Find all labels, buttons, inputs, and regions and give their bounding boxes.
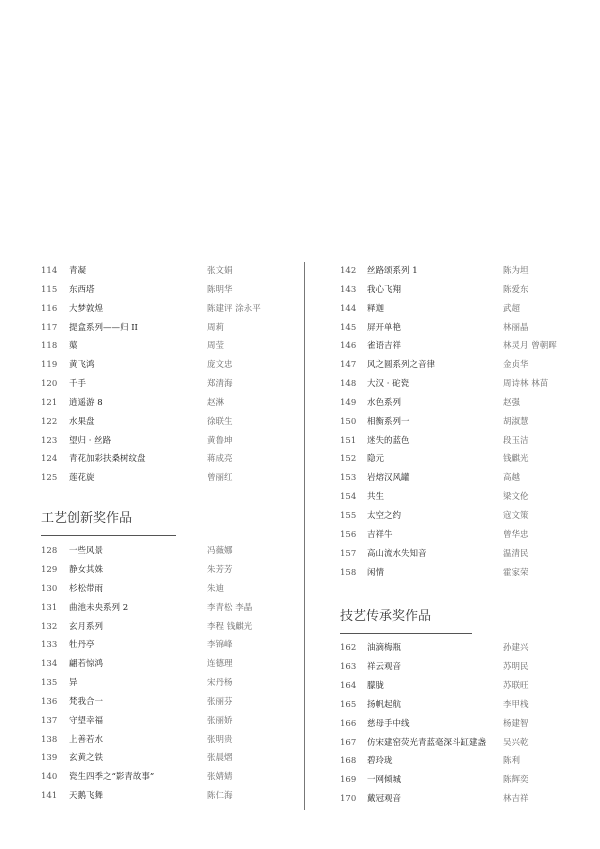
list-item: [41, 262, 291, 281]
item-number: 164: [340, 681, 357, 692]
item-number: 165: [340, 699, 357, 710]
item-title: 杉松带雨: [69, 583, 104, 594]
item-title: 我心飞翔: [367, 284, 402, 295]
item-number: 157: [340, 548, 357, 559]
item-author: 张丽娇: [207, 715, 233, 726]
list-item: [340, 752, 575, 771]
item-author: 苏联旺: [503, 681, 529, 692]
item-author: 林灵月 曾朝晖: [503, 341, 557, 352]
item-number: 115: [41, 284, 58, 295]
list-item: [41, 432, 291, 451]
item-author: 庞文忠: [207, 360, 233, 371]
item-number: 142: [340, 266, 357, 276]
item-number: 122: [41, 416, 58, 427]
list-item: [41, 618, 291, 637]
item-title: 仿宋建窑荧光青蓝毫深斗缸建盏: [367, 737, 487, 748]
works-list-left-1: [41, 262, 291, 488]
item-title: 静女其姝: [69, 564, 104, 575]
list-item: [340, 677, 575, 696]
item-author: 李程 钱麒光: [207, 621, 253, 632]
item-title: 莲花旋: [69, 473, 95, 484]
item-author: 陈为坦: [503, 266, 529, 276]
item-author: 周诗林 林苗: [503, 379, 549, 390]
item-title: 雀语吉祥: [367, 341, 402, 352]
list-item: [41, 749, 291, 768]
list-item: [340, 432, 575, 451]
item-author: 周莹: [207, 341, 225, 352]
item-title: 高山流水失知音: [367, 548, 427, 559]
item-title: 东西塔: [69, 284, 95, 295]
section-title-craft-innovation: 工艺创新奖作品: [41, 511, 133, 527]
item-title: 望归 · 丝路: [69, 435, 112, 446]
item-number: 167: [340, 737, 357, 748]
item-author: 宋丹杨: [207, 678, 233, 689]
item-title: 油滴梅瓶: [367, 643, 402, 654]
list-item: [41, 356, 291, 375]
item-number: 134: [41, 659, 58, 670]
item-title: 提盒系列——归 II: [69, 322, 138, 333]
item-number: 153: [340, 473, 357, 484]
item-number: 170: [340, 794, 357, 805]
item-number: 150: [340, 416, 357, 427]
item-author: 张婧婧: [207, 772, 233, 783]
item-author: 黄鲁坤: [207, 435, 233, 446]
item-number: 166: [340, 718, 357, 729]
list-item: [41, 712, 291, 731]
item-author: 胡淑慧: [503, 416, 529, 427]
item-number: 152: [340, 454, 357, 465]
item-title: 千手: [69, 379, 87, 390]
item-title: 一些风景: [69, 546, 104, 557]
item-title: 一网倾城: [367, 775, 402, 786]
item-number: 155: [340, 510, 357, 521]
item-number: 139: [41, 753, 58, 764]
item-title: 相衡系列一: [367, 416, 410, 427]
item-author: 李甲栈: [503, 699, 529, 710]
item-number: 116: [41, 303, 58, 314]
item-number: 123: [41, 435, 58, 446]
item-title: 戴冠观音: [367, 794, 402, 805]
item-title: 祥云观音: [367, 662, 402, 673]
list-item: [340, 696, 575, 715]
item-number: 158: [340, 567, 357, 578]
item-number: 140: [41, 772, 58, 783]
item-number: 120: [41, 379, 58, 390]
item-number: 125: [41, 473, 58, 484]
item-number: 168: [340, 756, 357, 767]
section-underline: [340, 633, 472, 634]
list-item: [340, 469, 575, 488]
item-title: 共生: [367, 492, 385, 503]
item-author: 霍家荣: [503, 567, 529, 578]
item-number: 135: [41, 678, 58, 689]
item-author: 钱麒光: [503, 454, 529, 465]
item-author: 蒋成亮: [207, 454, 233, 465]
list-item: [340, 319, 575, 338]
list-item: [340, 450, 575, 469]
item-number: 124: [41, 454, 58, 465]
item-author: 金贞华: [503, 360, 529, 371]
right-column: [340, 262, 575, 809]
item-number: 129: [41, 564, 58, 575]
list-item: [41, 580, 291, 599]
item-author: 郑清海: [207, 379, 233, 390]
item-author: 李锦峰: [207, 640, 233, 651]
item-number: 136: [41, 696, 58, 707]
item-author: 杨建智: [503, 718, 529, 729]
list-item: [41, 599, 291, 618]
item-author: 陈建评 涂永平: [207, 303, 261, 314]
item-title: 隐元: [367, 454, 385, 465]
item-title: 上善若水: [69, 734, 104, 745]
item-title: 梵我合一: [69, 696, 104, 707]
item-author: 张晨熠: [207, 753, 233, 764]
item-author: 朱迪: [207, 583, 225, 594]
list-item: [41, 281, 291, 300]
item-title: 牡丹亭: [69, 640, 95, 651]
item-author: 赵强: [503, 397, 521, 408]
item-title: 玄月系列: [69, 621, 104, 632]
item-title: 天鹅飞舞: [69, 791, 104, 802]
item-number: 154: [340, 492, 357, 503]
item-title: 风之圆系列之音律: [367, 360, 436, 371]
item-title: 翩若惊鸿: [69, 659, 104, 670]
item-number: 138: [41, 734, 58, 745]
item-title: 逍遥游 8: [69, 397, 103, 408]
item-title: 蕖: [69, 341, 78, 352]
list-item: [41, 375, 291, 394]
list-item: [340, 658, 575, 677]
item-number: 148: [340, 379, 357, 390]
list-item: [340, 300, 575, 319]
item-number: 169: [340, 775, 357, 786]
list-item: [340, 526, 575, 545]
item-author: 吴兴乾: [503, 737, 529, 748]
item-number: 144: [340, 303, 357, 314]
list-item: [340, 545, 575, 564]
item-author: 林丽晶: [503, 322, 529, 333]
item-number: 147: [340, 360, 357, 371]
left-column: [41, 262, 291, 806]
item-number: 162: [340, 643, 357, 654]
item-title: 大梦敦煌: [69, 303, 104, 314]
list-item: [340, 375, 575, 394]
item-author: 段玉洁: [503, 435, 529, 446]
list-item: [41, 337, 291, 356]
item-title: 青花加彩扶桑树纹盘: [69, 454, 146, 465]
item-author: 孙建兴: [503, 643, 529, 654]
item-number: 121: [41, 397, 58, 408]
item-number: 151: [340, 435, 357, 446]
list-item: [340, 356, 575, 375]
list-item: [41, 469, 291, 488]
list-item: [340, 790, 575, 809]
list-item: [340, 564, 575, 583]
item-author: 张文娟: [207, 266, 233, 276]
item-title: 水色系列: [367, 397, 402, 408]
item-title: 玄黄之铁: [69, 753, 104, 764]
item-author: 陈明华: [207, 284, 233, 295]
item-number: 143: [340, 284, 357, 295]
item-number: 137: [41, 715, 58, 726]
section-underline: [41, 535, 176, 536]
item-author: 连德理: [207, 659, 233, 670]
item-title: 丝路颂系列 1: [367, 266, 418, 276]
list-item: [340, 413, 575, 432]
list-item: [340, 281, 575, 300]
item-title: 吉祥牛: [367, 529, 393, 540]
item-author: 寇文策: [503, 510, 529, 521]
item-title: 黄飞鸿: [69, 360, 95, 371]
column-divider: [304, 262, 305, 810]
list-item: [41, 655, 291, 674]
list-item: [41, 319, 291, 338]
list-item: [41, 731, 291, 750]
works-list-right-1: [340, 262, 575, 582]
item-number: 133: [41, 640, 58, 651]
item-number: 149: [340, 397, 357, 408]
item-author: 张明贵: [207, 734, 233, 745]
item-number: 163: [340, 662, 357, 673]
list-item: [41, 542, 291, 561]
item-title: 岩熔汉风罐: [367, 473, 410, 484]
list-item: [340, 262, 575, 281]
item-title: 太空之约: [367, 510, 402, 521]
list-item: [340, 488, 575, 507]
item-title: 曲池未央系列 2: [69, 602, 129, 613]
item-number: 128: [41, 546, 58, 557]
item-number: 130: [41, 583, 58, 594]
item-title: 大汉 · 砣瓷: [367, 379, 410, 390]
list-item: [41, 768, 291, 787]
section-title-skill-heritage: 技艺传承奖作品: [340, 609, 432, 625]
list-item: [340, 337, 575, 356]
item-author: 陈爱东: [503, 284, 529, 295]
item-title: 青凝: [69, 266, 87, 276]
item-title: 水果盘: [69, 416, 95, 427]
list-item: [340, 715, 575, 734]
item-author: 陈利: [503, 756, 521, 767]
item-title: 异: [69, 678, 78, 689]
list-item: [340, 394, 575, 413]
item-author: 李青松 李晶: [207, 602, 253, 613]
item-author: 冯薇娜: [207, 546, 233, 557]
works-list-left-2: [41, 542, 291, 806]
item-title: 扬帆起航: [367, 699, 402, 710]
item-author: 苏明民: [503, 662, 529, 673]
item-author: 高越: [503, 473, 521, 484]
item-title: 碧玲珑: [367, 756, 393, 767]
list-item: [41, 636, 291, 655]
item-number: 118: [41, 341, 58, 352]
item-author: 林吉祥: [503, 794, 529, 805]
item-number: 117: [41, 322, 58, 333]
list-item: [340, 771, 575, 790]
item-author: 梁文伦: [503, 492, 529, 503]
item-title: 迷失的蓝色: [367, 435, 410, 446]
item-author: 温清民: [503, 548, 529, 559]
item-number: 141: [41, 791, 58, 802]
list-item: [41, 787, 291, 806]
item-title: 朦胧: [367, 681, 385, 692]
list-item: [41, 413, 291, 432]
item-author: 曾华忠: [503, 529, 529, 540]
item-author: 朱芳芳: [207, 564, 233, 575]
list-item: [340, 639, 575, 658]
list-item: [41, 300, 291, 319]
item-title: 闲情: [367, 567, 385, 578]
list-item: [340, 507, 575, 526]
list-item: [41, 450, 291, 469]
item-author: 陈仁海: [207, 791, 233, 802]
item-number: 156: [340, 529, 357, 540]
item-author: 张丽芬: [207, 696, 233, 707]
item-author: 曾丽红: [207, 473, 233, 484]
item-author: 徐联生: [207, 416, 233, 427]
item-number: 114: [41, 266, 58, 276]
item-title: 释迦: [367, 303, 385, 314]
item-number: 131: [41, 602, 58, 613]
item-author: 赵淋: [207, 397, 225, 408]
list-item: [41, 674, 291, 693]
list-item: [41, 394, 291, 413]
list-item: [41, 561, 291, 580]
works-list-right-2: [340, 639, 575, 809]
item-title: 屏开单艳: [367, 322, 402, 333]
item-title: 慈母手中线: [367, 718, 410, 729]
item-number: 119: [41, 360, 58, 371]
item-number: 132: [41, 621, 58, 632]
list-item: [340, 734, 575, 753]
item-author: 陈辉奕: [503, 775, 529, 786]
item-author: 周莉: [207, 322, 225, 333]
item-number: 145: [340, 322, 357, 333]
list-item: [41, 693, 291, 712]
item-number: 146: [340, 341, 357, 352]
item-title: 瓷生四季之“影青故事”: [69, 772, 155, 783]
item-author: 武超: [503, 303, 521, 314]
item-title: 守望幸福: [69, 715, 104, 726]
